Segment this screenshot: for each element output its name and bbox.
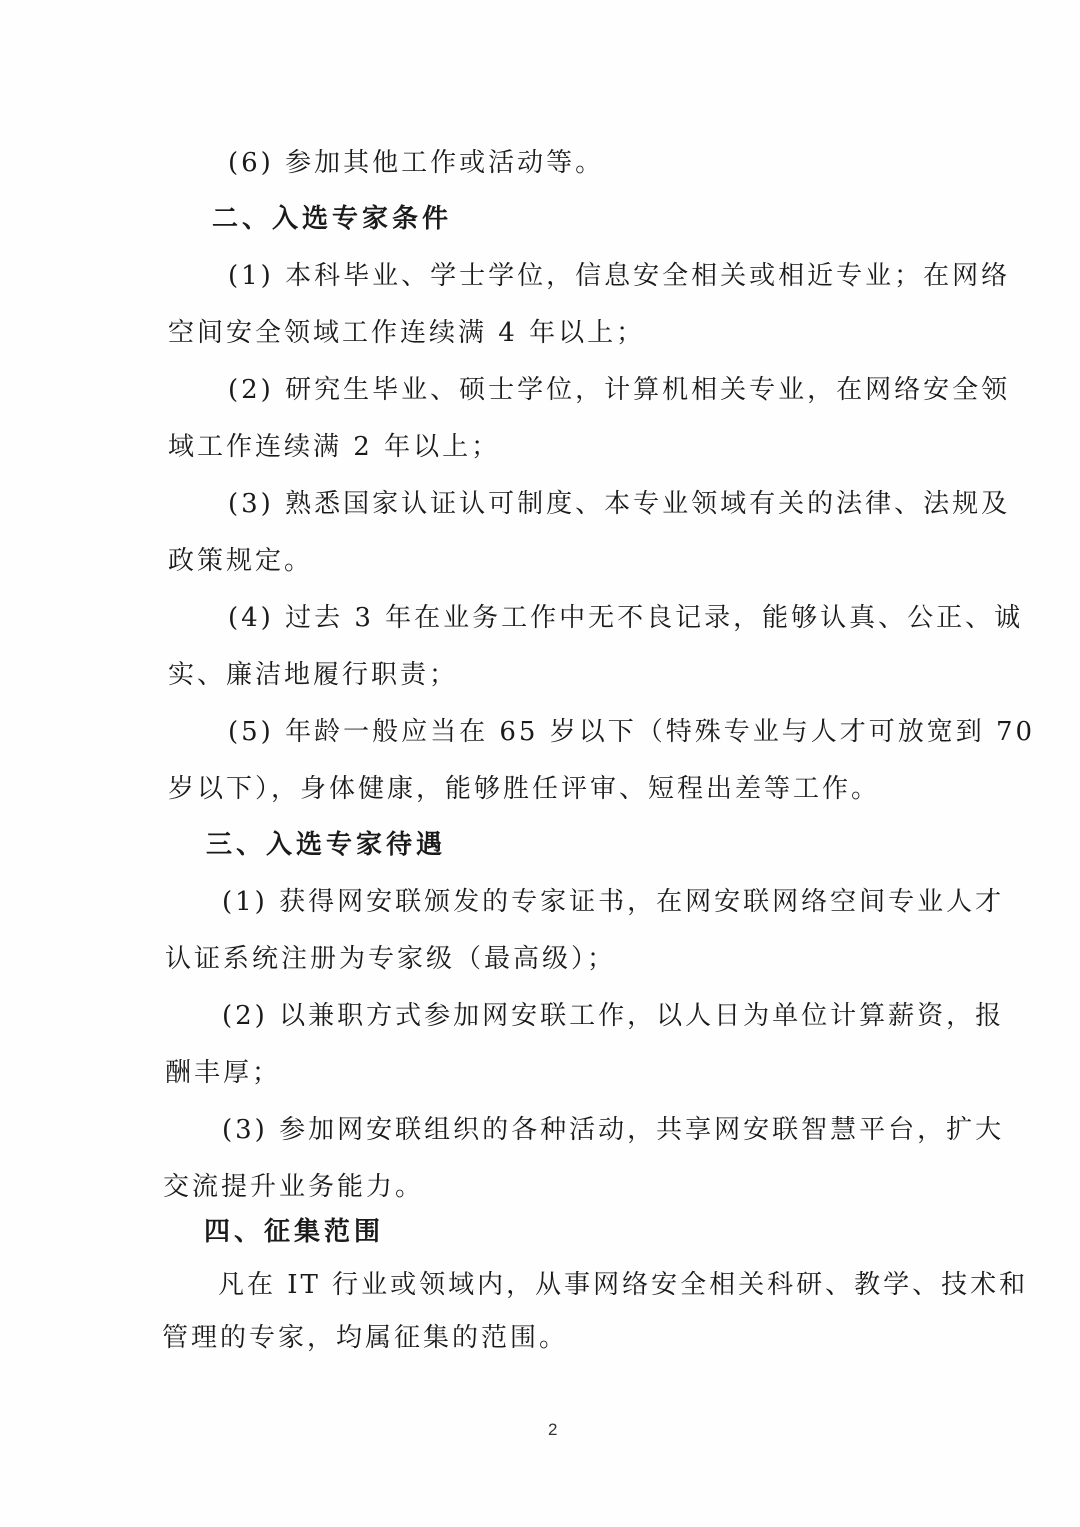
benefit-2-line-1: (2) 以兼职方式参加网安联工作，以人日为单位计算薪资，报 (222, 1001, 1005, 1031)
benefit-1-line-2: 认证系统注册为专家级（最高级）； (165, 944, 617, 974)
page-number: 2 (548, 1420, 558, 1439)
scope-line-2: 管理的专家，均属征集的范围。 (162, 1323, 569, 1353)
condition-1-line-2: 空间安全领域工作连续满 4 年以上； (168, 318, 646, 348)
condition-3-line-2: 政策规定。 (168, 546, 314, 576)
condition-4-line-1: (4) 过去 3 年在业务工作中无不良记录，能够认真、公正、诚 (228, 603, 1024, 633)
item-2-6: (6) 参加其他工作或活动等。 (228, 148, 605, 178)
benefit-3-line-1: (3) 参加网安联组织的各种活动，共享网安联智慧平台，扩大 (222, 1115, 1005, 1145)
scope-line-1: 凡在 IT 行业或领域内，从事网络安全相关科研、教学、技术和 (218, 1270, 1029, 1300)
section-4-heading: 四、征集范围 (204, 1217, 385, 1247)
section-2-heading: 二、入选专家条件 (212, 204, 453, 234)
condition-2-line-2: 域工作连续满 2 年以上； (168, 432, 501, 462)
benefit-2-line-2: 酬丰厚； (165, 1058, 282, 1088)
benefit-1-line-1: (1) 获得网安联颁发的专家证书，在网安联网络空间专业人才 (222, 887, 1005, 917)
condition-3-line-1: (3) 熟悉国家认证认可制度、本专业领域有关的法律、法规及 (228, 489, 1011, 519)
benefit-3-line-2: 交流提升业务能力。 (163, 1172, 425, 1202)
condition-2-line-1: (2) 研究生毕业、硕士学位，计算机相关专业，在网络安全领 (228, 375, 1011, 405)
section-3-heading: 三、入选专家待遇 (206, 830, 447, 860)
condition-5-line-2: 岁以下），身体健康，能够胜任评审、短程出差等工作。 (168, 774, 881, 804)
condition-5-line-1: (5) 年龄一般应当在 65 岁以下（特殊专业与人才可放宽到 70 (228, 717, 1036, 747)
condition-1-line-1: (1) 本科毕业、学士学位，信息安全相关或相近专业；在网络 (228, 261, 1011, 291)
condition-4-line-2: 实、廉洁地履行职责； (168, 660, 459, 690)
